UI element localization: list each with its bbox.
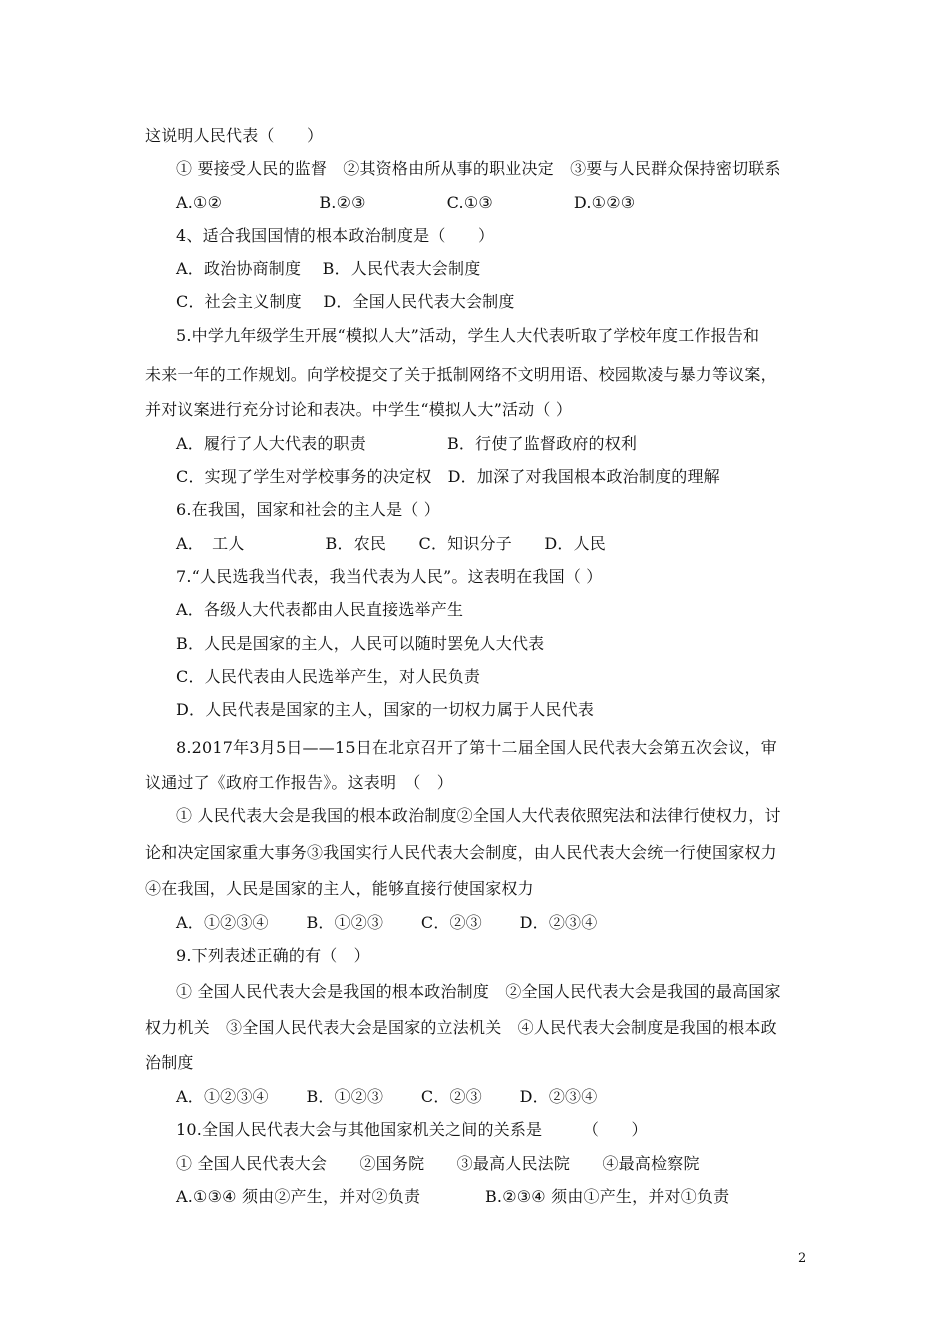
text-line: ① 人民代表大会是我国的根本政治制度②全国人大代表依照宪法和法律行使权力，讨 <box>176 806 781 825</box>
answer-options: A．政治协商制度 B．人民代表大会制度 <box>176 259 481 278</box>
answer-option: C．人民代表由人民选举产生，对人民负责 <box>176 667 481 686</box>
question-10: 10.全国人民代表大会与其他国家机关之间的关系是 （ ） <box>176 1120 648 1139</box>
text-line: ① 要接受人民的监督 ②其资格由所从事的职业决定 ③要与人民群众保持密切联系 <box>176 159 781 178</box>
answer-options: A．①②③④ B．①②③ C．②③ D．②③④ <box>176 913 598 932</box>
text-line: 权力机关 ③全国人民代表大会是国家的立法机关 ④人民代表大会制度是我国的根本政 <box>145 1018 777 1037</box>
answer-options: A．履行了人大代表的职责 B．行使了监督政府的权利 <box>176 434 638 453</box>
answer-options: A.①② B.②③ C.①③ D.①②③ <box>176 193 636 212</box>
page-number: 2 <box>798 1251 807 1266</box>
text-line: 并对议案进行充分讨论和表决。中学生“模拟人大”活动（ ） <box>145 400 573 419</box>
answer-option: B．人民是国家的主人，人民可以随时罢免人大代表 <box>176 634 545 653</box>
answer-options: C．社会主义制度 D．全国人民代表大会制度 <box>176 292 515 311</box>
text-line: 这说明人民代表（ ） <box>145 126 324 145</box>
text-line: 治制度 <box>145 1053 194 1072</box>
answer-option: A．各级人大代表都由人民直接选举产生 <box>176 600 464 619</box>
text-line: ① 全国人民代表大会 ②国务院 ③最高人民法院 ④最高检察院 <box>176 1154 700 1173</box>
text-line: ④在我国，人民是国家的主人，能够直接行使国家权力 <box>145 879 534 898</box>
question-8: 8.2017年3月5日——15日在北京召开了第十二届全国人民代表大会第五次会议，审 <box>176 738 777 757</box>
text-line: 议通过了《政府工作报告》。这表明 （ ） <box>145 773 454 792</box>
answer-options: C．实现了学生对学校事务的决定权 D．加深了对我国根本政治制度的理解 <box>176 467 720 486</box>
answer-options: A.①③④ 须由②产生，并对②负责 B.②③④ 须由①产生，并对①负责 <box>176 1187 730 1206</box>
answer-options: A．①②③④ B．①②③ C．②③ D．②③④ <box>176 1087 598 1106</box>
text-line: 未来一年的工作规划。向学校提交了关于抵制网络不文明用语、校园欺凌与暴力等议案， <box>145 365 777 384</box>
question-9: 9.下列表述正确的有（ ） <box>176 946 370 965</box>
answer-option: D．人民代表是国家的主人，国家的一切权力属于人民代表 <box>176 700 595 719</box>
question-4: 4、适合我国国情的根本政治制度是（ ） <box>176 226 495 245</box>
question-5: 5.中学九年级学生开展“模拟人大”活动，学生人大代表听取了学校年度工作报告和 <box>176 326 760 345</box>
text-line: ① 全国人民代表大会是我国的根本政治制度 ②全国人民代表大会是我国的最高国家 <box>176 982 781 1001</box>
answer-options: A． 工人 B．农民 C．知识分子 D．人民 <box>176 534 606 553</box>
question-7: 7.“人民选我当代表，我当代表为人民”。这表明在我国（ ） <box>176 567 603 586</box>
text-line: 论和决定国家重大事务③我国实行人民代表大会制度，由人民代表大会统一行使国家权力 <box>145 843 777 862</box>
question-6: 6.在我国，国家和社会的主人是（ ） <box>176 500 440 519</box>
